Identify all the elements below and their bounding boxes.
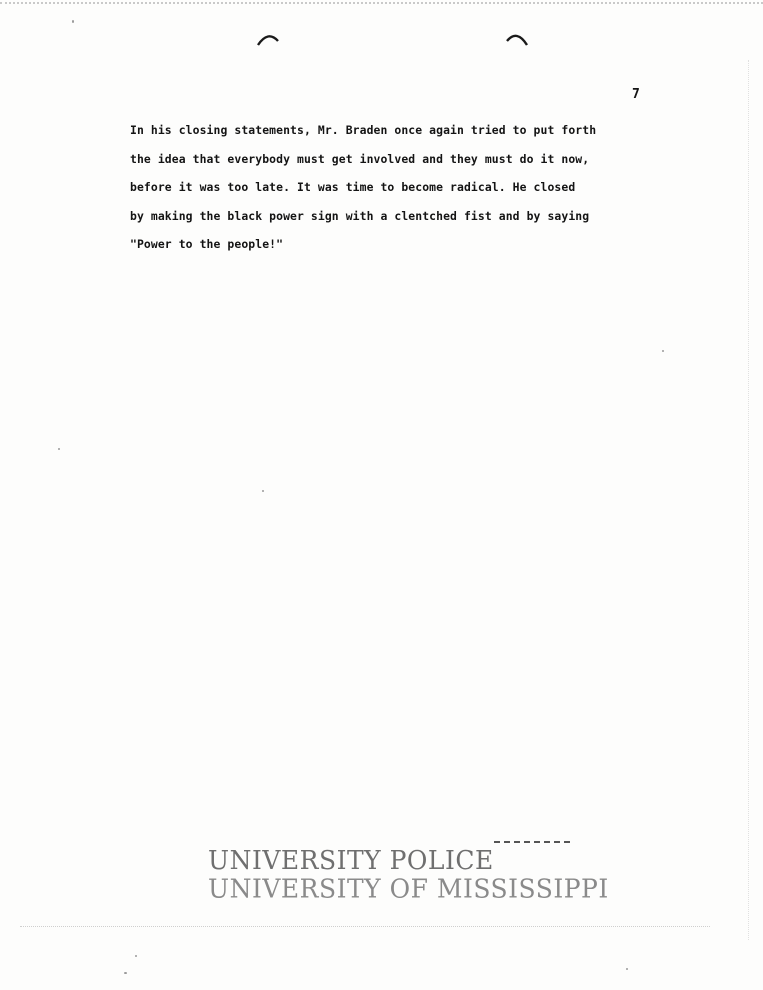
scan-speck — [135, 955, 137, 957]
scan-speck — [662, 350, 664, 352]
paragraph-line: by making the black power sign with a clentched fist and by saying — [130, 208, 590, 223]
university-police-stamp — [208, 846, 609, 903]
paragraph-line: In his closing statements, Mr. Braden once again tried to put forth — [130, 123, 597, 137]
body-paragraph — [130, 120, 630, 263]
paragraph-line: "Power to the people!" — [130, 237, 284, 251]
scan-noise-right — [748, 60, 749, 940]
scan-speck — [58, 448, 60, 450]
scan-noise-bottom — [20, 926, 710, 927]
scan-speck — [72, 20, 74, 23]
stamp-line-2: UNIVERSITY OF MISSISSIPPI — [208, 873, 609, 904]
stamp-line-1: UNIVERSITY POLICE — [208, 844, 494, 876]
stamp-rule — [494, 841, 570, 843]
binder-hole-mark-left — [256, 32, 280, 46]
paragraph-line: the idea that everybody must get involved and they must do it now, — [130, 151, 590, 166]
page-number: 7 — [632, 87, 640, 102]
scan-speck — [262, 490, 264, 492]
paragraph-line: before it was too late. It was time to become radical. He closed — [130, 180, 576, 194]
scan-speck — [626, 968, 628, 970]
binder-hole-mark-right — [505, 32, 529, 46]
perforation-edge — [0, 2, 763, 4]
scan-speck — [124, 972, 127, 974]
